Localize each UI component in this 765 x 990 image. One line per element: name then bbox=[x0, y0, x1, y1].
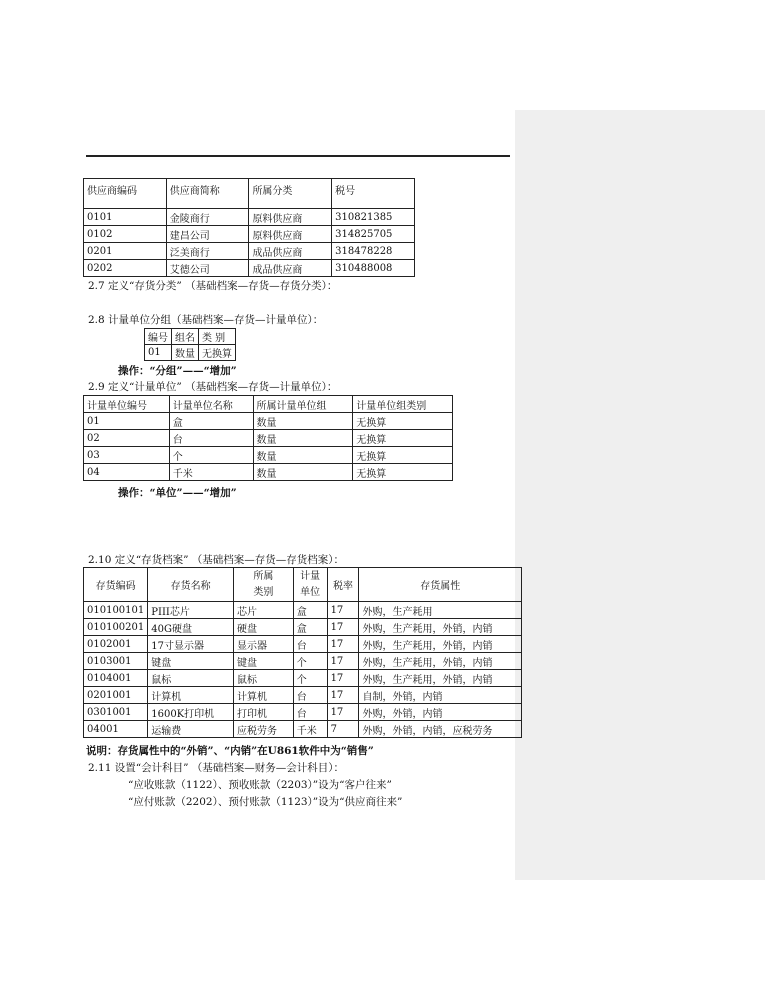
table-cell: 无换算 bbox=[199, 345, 236, 361]
table-row bbox=[84, 430, 453, 447]
table-cell: 千米 bbox=[293, 721, 327, 738]
unit-group-header-cell: 编号 bbox=[145, 329, 172, 345]
table-row bbox=[84, 704, 522, 721]
table-cell: 运输费 bbox=[148, 721, 234, 738]
table-cell: 芯片 bbox=[233, 602, 293, 619]
comment-pane bbox=[515, 110, 765, 880]
table-cell: 17 bbox=[327, 619, 359, 636]
table-cell: 17寸显示器 bbox=[148, 636, 234, 653]
table-cell: 数量 bbox=[253, 464, 353, 481]
table-cell: 17 bbox=[327, 687, 359, 704]
table-cell: 盒 bbox=[169, 413, 253, 430]
table-row bbox=[84, 413, 453, 430]
table-row bbox=[84, 619, 522, 636]
table-cell: 0301001 bbox=[84, 704, 148, 721]
section-2-8-heading: 2.8 计量单位分组（基础档案—存货—计量单位）： bbox=[88, 314, 324, 326]
inventory-header-cell bbox=[327, 568, 359, 602]
table-cell: 17 bbox=[327, 602, 359, 619]
inventory-header-cell bbox=[233, 568, 293, 602]
table-cell: 泛美商行 bbox=[166, 243, 249, 260]
inventory-header-cell bbox=[148, 568, 234, 602]
header-line: 类别 bbox=[253, 586, 274, 598]
table-cell: 数量 bbox=[253, 430, 353, 447]
table-cell: 计算机 bbox=[233, 687, 293, 704]
table-cell: 314825705 bbox=[332, 226, 415, 243]
inventory-table bbox=[83, 567, 522, 738]
header-rule bbox=[86, 155, 510, 157]
table-cell: 硬盘 bbox=[233, 619, 293, 636]
table-cell: 17 bbox=[327, 636, 359, 653]
unit-header-cell: 计量单位组类别 bbox=[353, 396, 453, 413]
table-cell: 金陵商行 bbox=[166, 209, 249, 226]
table-cell: 04 bbox=[84, 464, 170, 481]
header-line: 存货编码 bbox=[95, 581, 136, 592]
table-cell: 艾德公司 bbox=[166, 260, 249, 277]
table-cell: 310821385 bbox=[332, 209, 415, 226]
table-cell: 外购，外销，内销 bbox=[359, 704, 522, 721]
table-cell: 个 bbox=[293, 653, 327, 670]
table-cell: 鼠标 bbox=[233, 670, 293, 687]
table-cell: 010100201 bbox=[84, 619, 148, 636]
table-cell: 外购，生产耗用，外销，内销 bbox=[359, 653, 522, 670]
supplier-header-cell: 所属分类 bbox=[249, 179, 332, 209]
supplier-header-row bbox=[84, 179, 415, 209]
supplier-header-cell: 供应商简称 bbox=[166, 179, 249, 209]
table-cell: 01 bbox=[84, 413, 170, 430]
table-cell: 数量 bbox=[253, 413, 353, 430]
unit-group-table bbox=[144, 328, 236, 361]
table-cell: 台 bbox=[293, 636, 327, 653]
table-cell: 千米 bbox=[169, 464, 253, 481]
table-row bbox=[84, 447, 453, 464]
table-cell: 02 bbox=[84, 430, 170, 447]
unit-header-cell: 所属计量单位组 bbox=[253, 396, 353, 413]
inventory-header-cell bbox=[84, 568, 148, 602]
table-cell: PIII芯片 bbox=[148, 602, 234, 619]
operation-note-unit: 操作：“单位”——“增加” bbox=[118, 487, 237, 499]
unit-table bbox=[83, 395, 453, 481]
table-cell: 外购，生产耗用 bbox=[359, 602, 522, 619]
table-cell: 数量 bbox=[172, 345, 199, 361]
supplier-header-cell: 税号 bbox=[332, 179, 415, 209]
table-cell: 建昌公司 bbox=[166, 226, 249, 243]
table-row bbox=[84, 721, 522, 738]
table-cell: 无换算 bbox=[353, 430, 453, 447]
supplier-header-cell: 供应商编码 bbox=[84, 179, 167, 209]
table-cell: 0201 bbox=[84, 243, 167, 260]
section-2-11-heading: 2.11 设置“会计科目” （基础档案—财务—会计科目）： bbox=[88, 762, 345, 774]
table-cell: 个 bbox=[293, 670, 327, 687]
table-cell: 17 bbox=[327, 653, 359, 670]
table-cell: 外购，生产耗用，外销，内销 bbox=[359, 619, 522, 636]
header-line: 所属 bbox=[253, 570, 274, 582]
section-2-7-heading: 2.7 定义“存货分类” （基础档案—存货—存货分类）： bbox=[88, 280, 338, 292]
table-cell: 17 bbox=[327, 670, 359, 687]
table-cell: 318478228 bbox=[332, 243, 415, 260]
table-cell: 17 bbox=[327, 704, 359, 721]
table-cell: 鼠标 bbox=[148, 670, 234, 687]
table-cell: 个 bbox=[169, 447, 253, 464]
header-line: 单位 bbox=[300, 586, 321, 598]
table-row bbox=[84, 636, 522, 653]
section-2-10-heading: 2.10 定义“存货档案” （基础档案—存货—存货档案）： bbox=[88, 554, 345, 566]
table-cell: 0102 bbox=[84, 226, 167, 243]
table-cell: 0201001 bbox=[84, 687, 148, 704]
table-cell: 01 bbox=[145, 345, 172, 361]
table-cell: 0102001 bbox=[84, 636, 148, 653]
table-cell: 台 bbox=[293, 687, 327, 704]
table-row bbox=[84, 464, 453, 481]
inventory-header-cell bbox=[293, 568, 327, 602]
unit-header-row bbox=[84, 396, 453, 413]
table-cell: 40G硬盘 bbox=[148, 619, 234, 636]
table-cell: 0103001 bbox=[84, 653, 148, 670]
table-cell: 1600K打印机 bbox=[148, 704, 234, 721]
unit-group-header-row bbox=[145, 329, 236, 345]
table-row bbox=[84, 602, 522, 619]
inventory-header-cell bbox=[359, 568, 522, 602]
table-cell: 03 bbox=[84, 447, 170, 464]
table-cell: 应税劳务 bbox=[233, 721, 293, 738]
table-cell: 键盘 bbox=[233, 653, 293, 670]
header-line: 税率 bbox=[333, 581, 353, 592]
table-cell: 台 bbox=[169, 430, 253, 447]
section-2-9-heading: 2.9 定义“计量单位” （基础档案—存货—计量单位）： bbox=[88, 381, 338, 393]
table-cell: 键盘 bbox=[148, 653, 234, 670]
table-cell: 显示器 bbox=[233, 636, 293, 653]
unit-group-header-cell: 类 别 bbox=[199, 329, 236, 345]
inventory-header-row bbox=[84, 568, 522, 602]
table-cell: 外购，生产耗用，外销，内销 bbox=[359, 670, 522, 687]
header-line: 计量 bbox=[300, 570, 321, 582]
table-cell: 0101 bbox=[84, 209, 167, 226]
section-2-11-line-2: “应付账款（2202）、预付账款（1123）”设为“供应商往来” bbox=[128, 796, 403, 808]
table-cell: 0202 bbox=[84, 260, 167, 277]
table-cell: 盒 bbox=[293, 619, 327, 636]
inventory-note: 说明：存货属性中的“外销”、“内销”在U861软件中为“销售” bbox=[86, 745, 374, 757]
table-cell: 无换算 bbox=[353, 413, 453, 430]
table-row bbox=[84, 226, 415, 243]
unit-header-cell: 计量单位编号 bbox=[84, 396, 170, 413]
table-row bbox=[84, 670, 522, 687]
table-cell: 成品供应商 bbox=[249, 243, 332, 260]
table-cell: 010100101 bbox=[84, 602, 148, 619]
table-row bbox=[84, 209, 415, 226]
table-cell: 数量 bbox=[253, 447, 353, 464]
operation-note-group: 操作：“分组”——“增加” bbox=[118, 365, 237, 377]
table-cell: 计算机 bbox=[148, 687, 234, 704]
header-line: 存货属性 bbox=[420, 581, 461, 592]
table-cell: 310488008 bbox=[332, 260, 415, 277]
table-row bbox=[84, 653, 522, 670]
header-line: 存货名称 bbox=[170, 581, 211, 592]
table-cell: 成品供应商 bbox=[249, 260, 332, 277]
table-cell: 原料供应商 bbox=[249, 226, 332, 243]
unit-group-header-cell: 组名 bbox=[172, 329, 199, 345]
unit-header-cell: 计量单位名称 bbox=[169, 396, 253, 413]
table-cell: 无换算 bbox=[353, 447, 453, 464]
supplier-table bbox=[83, 178, 415, 277]
table-row bbox=[84, 243, 415, 260]
table-cell: 外购，外销，内销，应税劳务 bbox=[359, 721, 522, 738]
table-cell: 原料供应商 bbox=[249, 209, 332, 226]
table-cell: 台 bbox=[293, 704, 327, 721]
table-cell: 0104001 bbox=[84, 670, 148, 687]
table-cell: 无换算 bbox=[353, 464, 453, 481]
table-cell: 打印机 bbox=[233, 704, 293, 721]
section-2-11-line-1: “应收账款（1122）、预收账款（2203）”设为“客户往来” bbox=[128, 779, 392, 791]
table-row bbox=[145, 345, 236, 361]
table-cell: 自制，外销，内销 bbox=[359, 687, 522, 704]
table-row bbox=[84, 687, 522, 704]
table-cell: 盒 bbox=[293, 602, 327, 619]
table-cell: 外购，生产耗用，外销，内销 bbox=[359, 636, 522, 653]
table-cell: 7 bbox=[327, 721, 359, 738]
table-cell: 04001 bbox=[84, 721, 148, 738]
table-row bbox=[84, 260, 415, 277]
